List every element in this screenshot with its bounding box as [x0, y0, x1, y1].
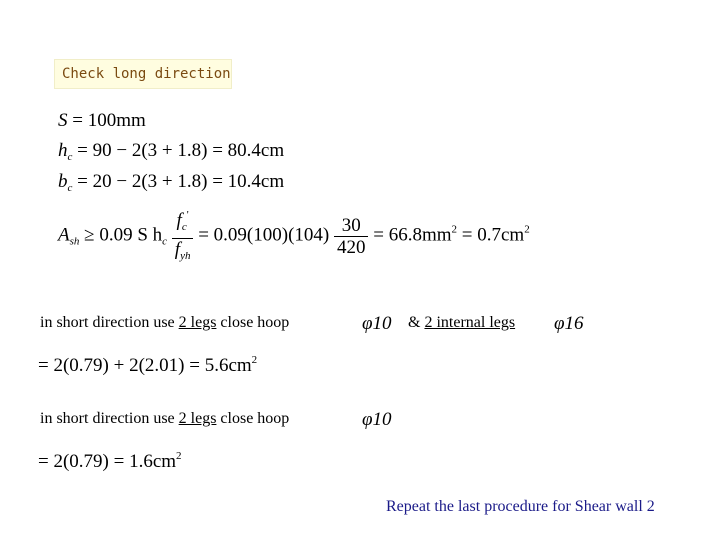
line1-prefix: in short direction use — [40, 314, 179, 331]
short-direction-line-1 — [40, 314, 289, 332]
eq5-sup: 2 — [251, 354, 258, 366]
eq4-result: = 66.8mm — [373, 224, 452, 246]
eq4-result2-sup: 2 — [524, 223, 530, 236]
phi16-symbol: φ16 — [554, 313, 584, 334]
eq2-lhs: h — [58, 140, 68, 161]
fraction-30-420 — [334, 215, 369, 258]
fraction-fc-fyh — [172, 205, 194, 267]
phi10-symbol-1: φ10 — [362, 313, 392, 334]
eq3-sub: c — [67, 182, 73, 194]
phi10-symbol-2: φ10 — [362, 409, 392, 430]
line2-prefix: in short direction use — [40, 410, 179, 427]
eq4-result2: = 0.7cm — [457, 224, 525, 246]
equation-ash — [58, 205, 530, 267]
eq4-lhs: A — [58, 224, 70, 246]
eq2-rhs: = 90 − 2(3 + 1.8) = 80.4cm — [77, 140, 285, 161]
frac2-den: 420 — [336, 236, 366, 258]
frac1-num: f — [176, 210, 182, 231]
eq4-mid-sub: c — [162, 235, 168, 248]
eq5-text: = 2(0.79) + 2(2.01) = 5.6cm — [38, 355, 252, 376]
eq1-rhs: = 100mm — [72, 110, 146, 131]
eq1-lhs: S — [58, 110, 68, 131]
eq3-lhs: b — [58, 171, 68, 192]
line1-suffix: close hoop — [216, 314, 290, 331]
short-direction-line-2 — [40, 410, 289, 428]
frac1-den-sub: yh — [180, 250, 191, 262]
equation-area-2 — [38, 450, 182, 473]
equation-spacing — [58, 110, 146, 132]
frac2-num: 30 — [334, 215, 369, 237]
line1-legs: 2 legs — [178, 314, 217, 331]
equation-area-1 — [38, 354, 257, 377]
eq4-mid: ≥ 0.09 S h — [84, 224, 163, 246]
footer-note: Repeat the last procedure for Shear wall 2 — [386, 498, 655, 515]
heading-title: Check long direction — [62, 66, 231, 82]
eq4-lhs-sub: sh — [69, 235, 80, 248]
internal-legs-text — [408, 314, 515, 332]
eq4-eq-mid: = 0.09(100)(104) — [198, 224, 330, 246]
equation-hc — [58, 140, 284, 163]
eq2-sub: c — [67, 151, 73, 163]
eq4-result-sup: 2 — [451, 223, 458, 236]
line2-suffix: close hoop — [216, 410, 290, 427]
line1-mid: & — [408, 314, 425, 331]
eq3-rhs: = 20 − 2(3 + 1.8) = 10.4cm — [77, 171, 285, 192]
line1-internal: 2 internal legs — [424, 314, 516, 331]
eq6-sup: 2 — [176, 450, 182, 462]
equation-bc — [58, 171, 284, 194]
eq6-text: = 2(0.79) = 1.6cm — [38, 451, 177, 472]
frac1-num-sub: c — [181, 221, 187, 233]
frac1-num-sup: ' — [186, 209, 189, 221]
frac1-den: f — [174, 239, 181, 260]
line2-legs: 2 legs — [178, 410, 217, 427]
